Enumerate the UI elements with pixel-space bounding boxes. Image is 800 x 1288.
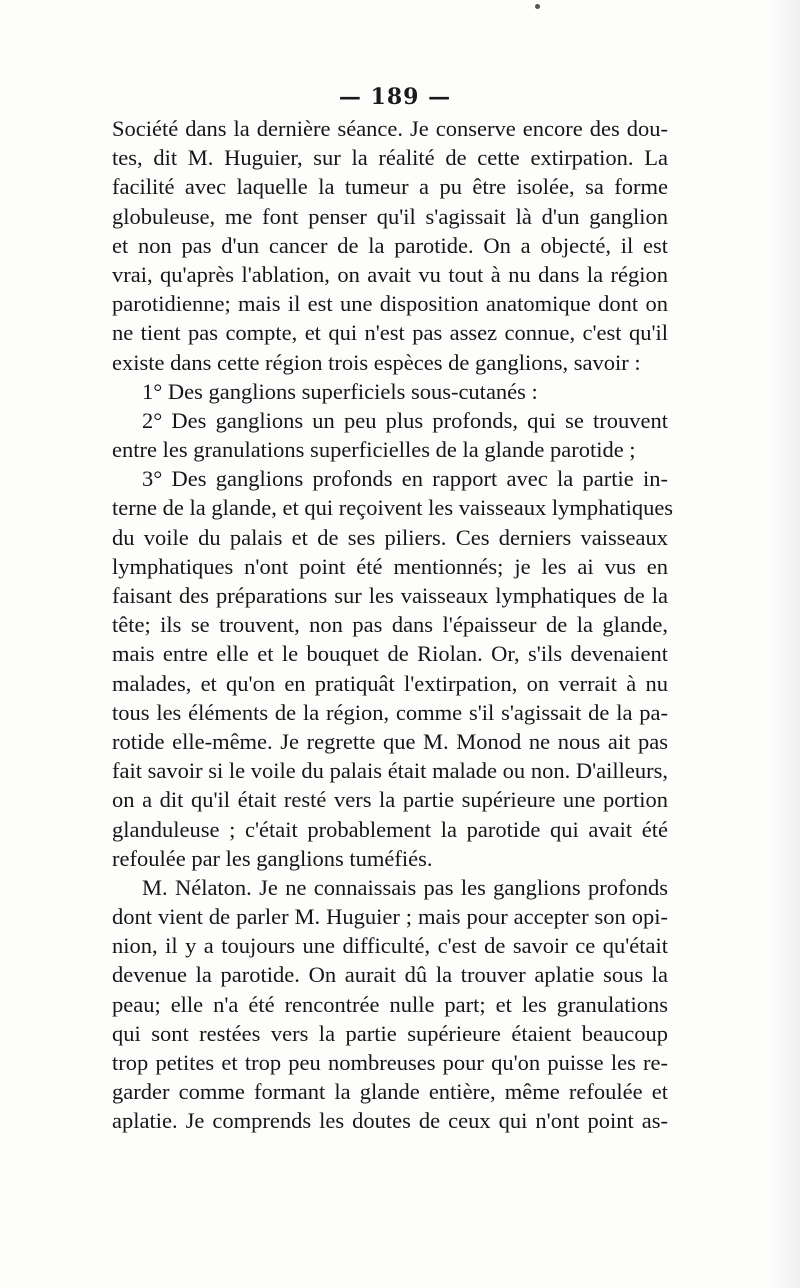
text-line: malades, et qu'on en pratiquât l'extirpation, on verrait à nu [112, 670, 668, 696]
text-line: entre les granulations superficielles de la glande parotide ; [112, 437, 636, 463]
text-line: qui sont restées vers la partie supérieure étaient beaucoup [112, 1020, 668, 1046]
text-line: refoulée par les ganglions tuméfiés. [112, 845, 433, 871]
text-line: facilité avec laquelle la tumeur a pu être isolée, sa forme [112, 174, 668, 200]
text-line: peau; elle n'a été rencontrée nulle part; et les granulations [112, 991, 668, 1017]
text-line: existe dans cette région trois espèces de ganglions, savoir : [112, 349, 641, 375]
text-line: garder comme formant la glande entière, même refoulée et [112, 1079, 668, 1105]
text-line: 2° Des ganglions un peu plus profonds, qui se trouvent [142, 407, 668, 433]
text-line: trop petites et trop peu nombreuses pour qu'on puisse les re- [112, 1050, 668, 1075]
text-line: aplatie. Je comprends les doutes de ceux qui n'ont point as- [112, 1108, 668, 1134]
ink-speck [535, 4, 540, 9]
page-edge-shadow [770, 0, 800, 1288]
text-line: tous les éléments de la région, comme s'il s'agissait de la pa- [112, 699, 668, 725]
text-line: tête; ils se trouvent, non pas dans l'épaisseur de la glande, [112, 612, 668, 638]
text-line: mais entre elle et le bouquet de Riolan. Or, s'ils devenaient [112, 641, 668, 667]
text-line: 3° Des ganglions profonds en rapport avec la partie in- [142, 466, 668, 492]
text-line: 1° Des ganglions superficiels sous-cutanés : [142, 378, 538, 404]
text-line: glanduleuse ; c'était probablement la parotide qui avait été [112, 816, 668, 842]
text-line: lymphatiques n'ont point été mentionnés; je les ai vus en [112, 553, 668, 579]
page-number: — 189 — [338, 84, 452, 110]
text-line: M. Nélaton. Je ne connaissais pas les ganglions profonds [142, 874, 668, 900]
text-line: vrai, qu'après l'ablation, on avait vu tout à nu dans la région [112, 261, 668, 287]
text-line: faisant des préparations sur les vaisseaux lymphatiques de la [112, 583, 668, 608]
text-line: parotidienne; mais il est une disposition anatomique dont on [112, 291, 668, 317]
text-line: globuleuse, me font penser qu'il s'agissait là d'un ganglion [112, 203, 668, 229]
text-line: rotide elle-même. Je regrette que M. Monod ne nous ait pas [112, 728, 668, 754]
body-text [112, 114, 674, 1136]
text-line: et non pas d'un cancer de la parotide. On a objecté, il est [112, 232, 668, 258]
text-line: Société dans la dernière séance. Je conserve encore des dou- [112, 116, 668, 141]
text-line: devenue la parotide. On aurait dû la trouver aplatie sous la [112, 962, 668, 988]
text-line: tes, dit M. Huguier, sur la réalité de cette extirpation. La [112, 145, 668, 171]
text-line: terne de la glande, et qui reçoivent les vaisseaux lymphatiques [112, 495, 674, 521]
text-line: dont vient de parler M. Huguier ; mais pour accepter son opi- [112, 904, 668, 930]
text-line: fait savoir si le voile du palais était malade ou non. D'ailleurs, [112, 758, 668, 784]
text-line: on a dit qu'il était resté vers la partie supérieure une portion [112, 787, 668, 813]
text-line: nion, il y a toujours une difficulté, c'est de savoir ce qu'était [112, 933, 668, 959]
text-line: du voile du palais et de ses piliers. Ces derniers vaisseaux [112, 524, 668, 550]
text-line: ne tient pas compte, et qui n'est pas assez connue, c'est qu'il [112, 320, 668, 346]
